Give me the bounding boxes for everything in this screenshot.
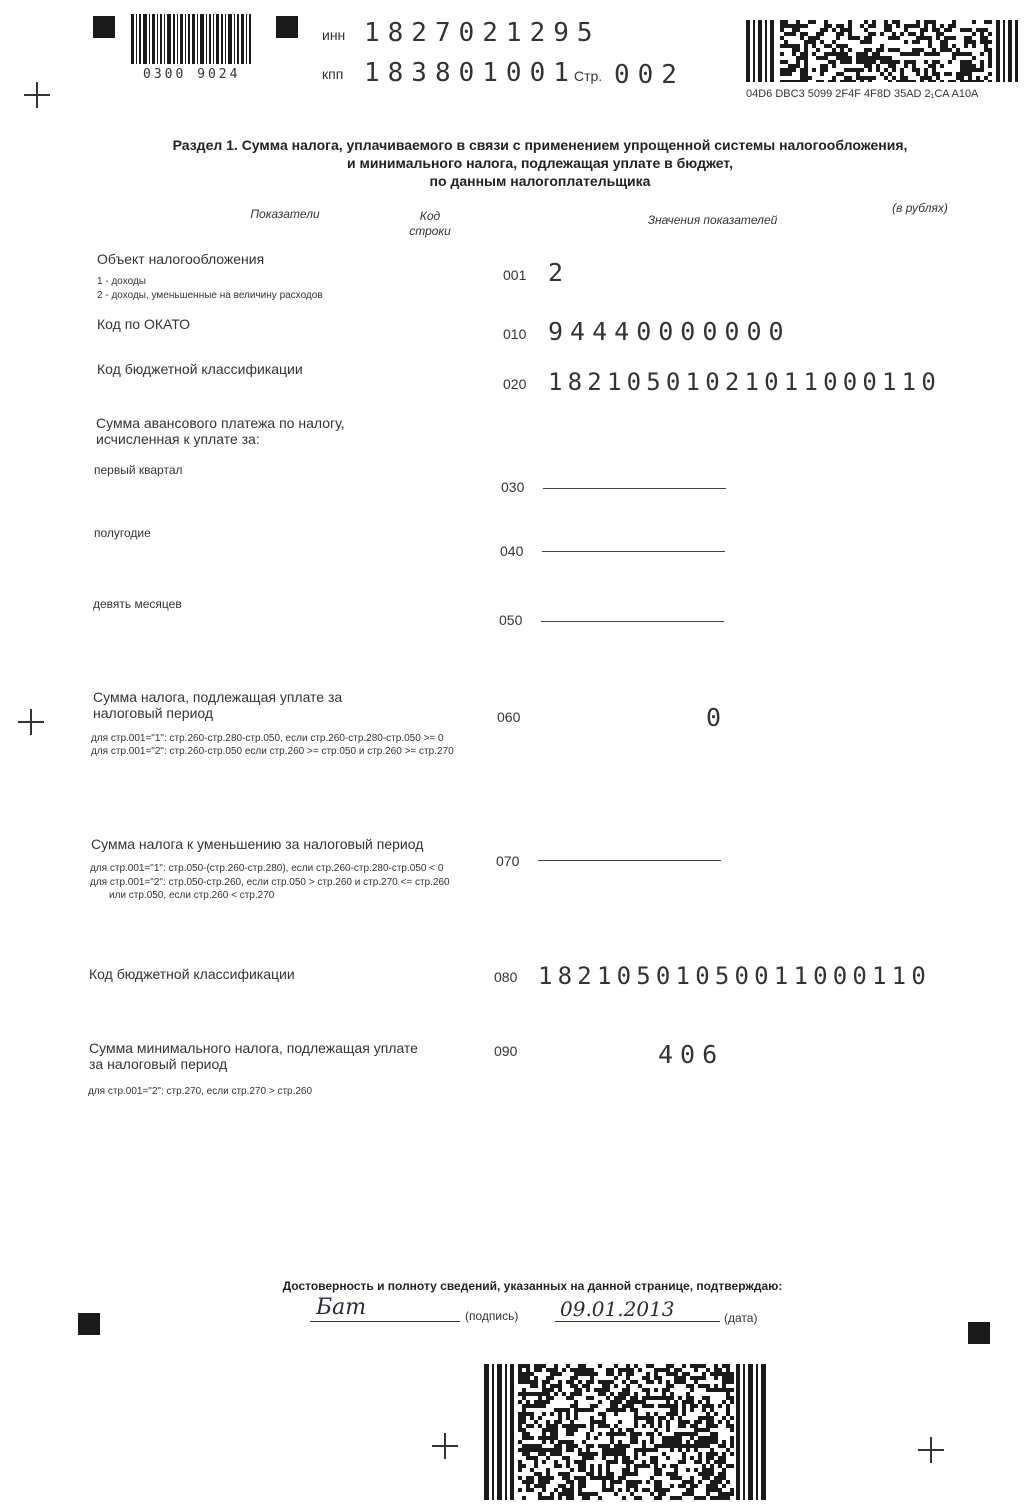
row-020-code: 020	[503, 376, 527, 392]
row-010-label: Код по ОКАТО	[97, 316, 191, 332]
row-010-value: 94440000000	[548, 317, 791, 346]
page-value: 002	[614, 60, 685, 90]
date-label: (дата)	[724, 1311, 758, 1325]
row-010-code: 010	[503, 326, 527, 342]
row-090-code: 090	[494, 1043, 518, 1059]
row-070-note2: для стр.001="2": стр.050-стр.260, если стр.050 > стр.260 и стр.270 <= стр.260	[90, 877, 450, 888]
row-040-code: 040	[500, 543, 524, 559]
section-title-line2: и минимального налога, подлежащая уплате в бюджет,	[347, 155, 733, 171]
page-label: Стр.	[574, 68, 603, 84]
inn-value: 1827021295	[364, 18, 601, 48]
date-line	[555, 1321, 720, 1322]
advance-label-line1: Сумма авансового платежа по налогу,	[96, 415, 345, 431]
row-060-note1: для стр.001="1": стр.260-стр.280-стр.050, если стр.260-стр.280-стр.050 >= 0	[91, 733, 444, 744]
row-001-note2: 2 - доходы, уменьшенные на величину расходов	[97, 290, 323, 301]
linear-barcode	[131, 14, 269, 64]
row-060-label-line1: Сумма налога, подлежащая уплате за	[93, 689, 343, 705]
kpp-label: кпп	[322, 66, 344, 82]
matrix-barcode-bottom	[484, 1364, 766, 1500]
crosshair-icon	[18, 709, 44, 735]
row-080-code: 080	[494, 969, 518, 985]
signature-handwriting: Бат	[316, 1295, 367, 1320]
row-080-value: 18210501050011000110	[538, 962, 931, 990]
row-020-value: 18210501021011000110	[548, 368, 941, 396]
row-070-note3: или стр.050, если стр.260 < стр.270	[109, 890, 275, 901]
inn-label: инн	[322, 27, 346, 43]
section-title-line3: по данным налогоплательщика	[429, 173, 651, 189]
col-header-code-2: строки	[409, 224, 451, 238]
crosshair-icon	[918, 1437, 944, 1463]
row-090-note: для стр.001="2": стр.270, если стр.270 > стр.260	[88, 1086, 313, 1097]
signature-line	[310, 1321, 460, 1322]
row-090-label-line1: Сумма минимального налога, подлежащая уплате	[89, 1040, 418, 1056]
row-001-note1: 1 - доходы	[97, 276, 146, 287]
col-header-values: Значения показателей	[647, 213, 778, 227]
row-050-code: 050	[499, 612, 523, 628]
row-090-label-line2: за налоговый период	[89, 1056, 228, 1072]
row-070-note1: для стр.001="1": стр.050-(стр.260-стр.280), если стр.260-стр.280-стр.050 < 0	[90, 863, 444, 874]
row-040-label: полугодие	[94, 526, 151, 540]
matrix-barcode-top	[746, 20, 1020, 82]
row-050-empty-dash	[541, 621, 724, 622]
registration-mark-top-center	[276, 16, 298, 38]
date-handwriting: 09.01.2013	[560, 1297, 675, 1321]
row-070-label: Сумма налога к уменьшению за налоговый период	[91, 836, 424, 852]
row-050-label: девять месяцев	[93, 597, 182, 611]
row-020-label: Код бюджетной классификации	[97, 361, 303, 377]
barcode-number: 0300 9024	[143, 67, 241, 82]
signature-label: (подпись)	[465, 1309, 519, 1323]
row-030-code: 030	[501, 479, 525, 495]
col-header-indicators: Показатели	[250, 207, 320, 221]
row-060-value: 0	[706, 703, 729, 732]
row-080-label: Код бюджетной классификации	[89, 966, 295, 982]
col-header-unit: (в рублях)	[892, 201, 948, 215]
section-title-line1: Раздел 1. Сумма налога, уплачиваемого в связи с применением упрощенной системы налогообложения,	[172, 137, 908, 153]
row-070-empty-dash	[538, 860, 721, 861]
kpp-value: 183801001	[364, 58, 577, 88]
registration-mark-bottom-left	[78, 1313, 100, 1335]
confirmation-text: Достоверность и полноту сведений, указанных на данной странице, подтверждаю:	[282, 1279, 783, 1293]
advance-label-line2: исчисленная к уплате за:	[96, 431, 260, 447]
crosshair-icon	[432, 1433, 458, 1459]
registration-mark-top-left	[93, 16, 115, 38]
row-030-label: первый квартал	[94, 463, 183, 477]
row-030-empty-dash	[543, 488, 726, 489]
row-060-note2: для стр.001="2": стр.260-стр.050 если стр.260 >= стр.050 и стр.260 >= стр.270	[91, 746, 454, 757]
row-060-label-line2: налоговый период	[93, 705, 214, 721]
row-060-code: 060	[497, 709, 521, 725]
col-header-code-1: Код	[419, 209, 441, 223]
row-070-code: 070	[496, 853, 520, 869]
row-001-label: Объект налогообложения	[97, 251, 265, 267]
registration-mark-bottom-right	[968, 1322, 990, 1344]
document-hash: 04D6 DBC3 5099 2F4F 4F8D 35AD 2₁CA A10A	[746, 88, 979, 100]
crosshair-icon	[24, 82, 50, 108]
row-001-value: 2	[548, 258, 571, 287]
row-090-value: 406	[658, 1040, 725, 1069]
row-040-empty-dash	[542, 551, 725, 552]
row-001-code: 001	[503, 267, 527, 283]
